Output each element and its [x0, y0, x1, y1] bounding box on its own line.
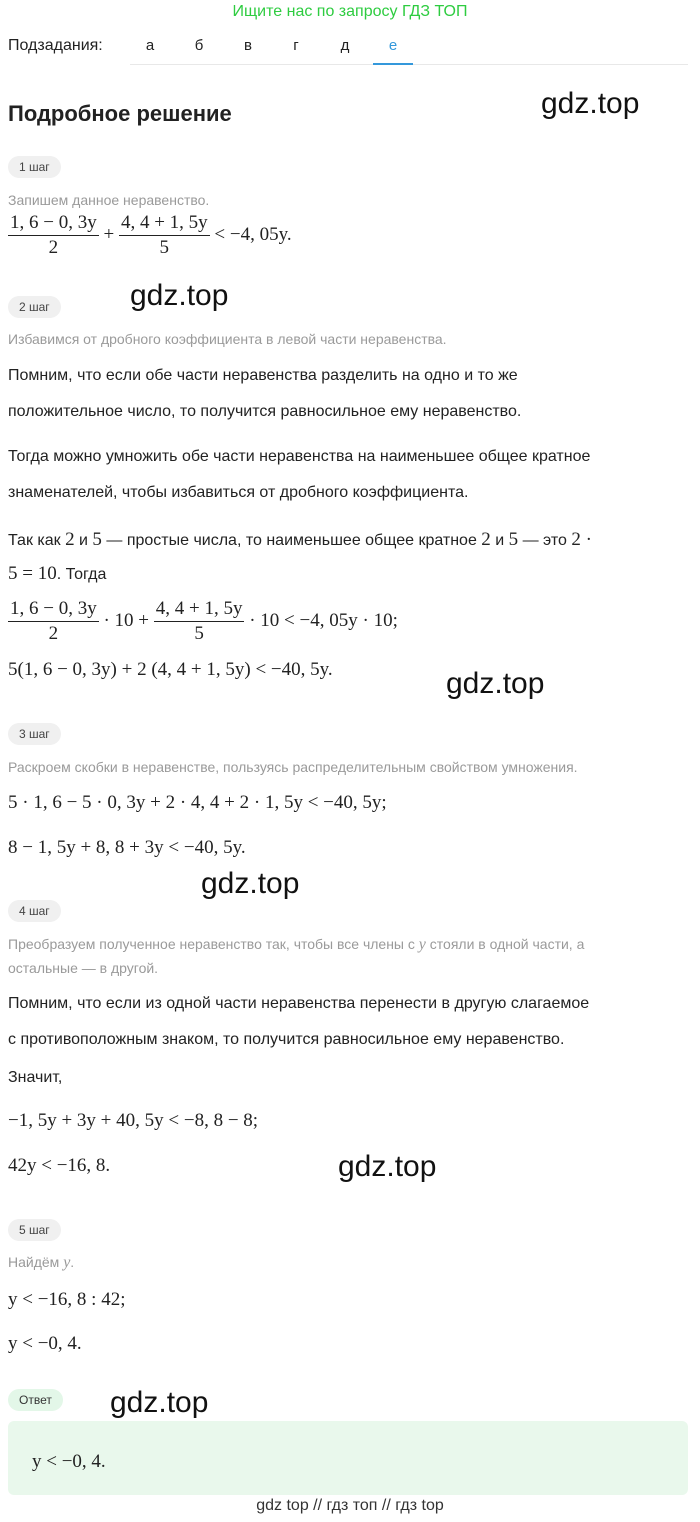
search-banner: Ищите нас по запросу ГДЗ ТОП: [232, 3, 468, 20]
footer-separator: //: [313, 1497, 323, 1514]
step-2-equation: 5(1, 6 − 0, 3y) + 2 (4, 4 + 1, 5y) < −40, 5y.: [8, 659, 333, 680]
step-2-text-line: знаменателей, чтобы избавиться от дробного коэффициента.: [8, 484, 469, 501]
step-5-equation: y < −0, 4.: [8, 1333, 82, 1354]
step-4-text-line: с противоположным знаком, то получится равносильное ему неравенство.: [8, 1031, 565, 1048]
watermark: gdz.top: [201, 867, 300, 900]
text-run: стояли в одной части, а: [425, 936, 585, 952]
step-3-badge: 3 шаг: [8, 723, 61, 745]
math-number: 2: [481, 529, 491, 550]
math-variable: y: [63, 1254, 71, 1271]
step-4-equation: −1, 5y + 3y + 40, 5y < −8, 8 − 8;: [8, 1110, 259, 1131]
text-run: и: [490, 532, 509, 549]
step-5-badge: 5 шаг: [8, 1219, 61, 1241]
step-3-equation: 8 − 1, 5y + 8, 8 + 3y < −40, 5y.: [8, 837, 246, 858]
fraction-denominator: 2: [48, 237, 59, 258]
step-4-hint: [8, 936, 584, 954]
tab-b[interactable]: б: [194, 37, 204, 54]
equation-rhs: < −4, 05y.: [214, 223, 292, 245]
fraction-denominator: 5: [159, 237, 170, 258]
step-2-text-line: положительное число, то получится равносильное ему неравенство.: [8, 403, 522, 420]
tab-d[interactable]: д: [340, 37, 350, 54]
tab-a[interactable]: а: [145, 37, 155, 54]
watermark: gdz.top: [110, 1386, 209, 1419]
subtasks-label: Подзадания:: [8, 37, 103, 54]
text-run: Так как: [8, 532, 66, 549]
active-tab-indicator: [373, 63, 413, 65]
step-4-badge: 4 шаг: [8, 900, 61, 922]
footer-link-gdz-top-mixed[interactable]: гдз top: [395, 1497, 444, 1514]
text-run: и: [74, 532, 93, 549]
text-run: . Тогда: [56, 566, 107, 583]
fraction-denominator: 2: [48, 623, 59, 644]
equation-rhs: · 10 < −4, 05y · 10;: [249, 609, 398, 631]
text-run: .: [70, 1254, 75, 1270]
footer-link-gdz-top-ru[interactable]: гдз топ: [326, 1497, 378, 1514]
text-run: Найдём: [8, 1254, 64, 1270]
step-2-hint: Избавимся от дробного коэффициента в левой части неравенства.: [8, 331, 447, 347]
step-2-text-line: [8, 529, 592, 551]
plus-sign: +: [103, 223, 115, 245]
section-title: Подробное решение: [8, 101, 232, 126]
answer-badge: Ответ: [8, 1389, 63, 1411]
math-number: 5: [508, 529, 519, 550]
step-1-equation: [8, 212, 292, 259]
fraction-denominator: 5: [194, 623, 204, 644]
fraction-numerator: 1, 6 − 0, 3y: [8, 212, 99, 236]
math-variable: y: [418, 936, 426, 953]
math-expression: 2 ·: [571, 529, 592, 550]
fraction-numerator: 4, 4 + 1, 5y: [154, 598, 245, 622]
footer-link-gdz-top[interactable]: gdz top: [256, 1497, 309, 1514]
watermark: gdz.top: [130, 279, 229, 312]
equation-middle: · 10 +: [103, 609, 150, 631]
text-run: — простые числа, то наименьшее общее кратное: [101, 532, 482, 549]
step-2-text-line: Тогда можно умножить обе части неравенства на наименьшее общее кратное: [8, 448, 591, 465]
math-number: 2: [65, 529, 75, 550]
answer-box: [8, 1421, 688, 1495]
math-number: 5: [92, 529, 102, 550]
step-3-equation: 5 · 1, 6 − 5 · 0, 3y + 2 · 4, 4 + 2 · 1, 5y < −40, 5y;: [8, 792, 387, 813]
watermark: gdz.top: [338, 1150, 437, 1183]
step-4-hint: остальные — в другой.: [8, 960, 159, 976]
step-1-badge: 1 шаг: [8, 156, 61, 178]
step-4-text-line: Значит,: [8, 1069, 63, 1086]
step-2-text-line: Помним, что если обе части неравенства разделить на одно и то же: [8, 367, 518, 384]
step-2-text-line: [8, 563, 106, 585]
tab-v[interactable]: в: [244, 37, 252, 54]
tab-g[interactable]: г: [293, 37, 299, 54]
step-5-hint: [8, 1254, 74, 1272]
footer-separator: //: [381, 1497, 391, 1514]
step-4-text-line: Помним, что если из одной части неравенства перенести в другую слагаемое: [8, 995, 590, 1012]
tab-e-active[interactable]: е: [388, 37, 398, 54]
fraction-numerator: 1, 6 − 0, 3y: [8, 598, 99, 622]
step-2-badge: 2 шаг: [8, 296, 61, 318]
step-2-equation: [8, 598, 398, 645]
watermark: gdz.top: [541, 87, 640, 120]
step-3-hint: Раскроем скобки в неравенстве, пользуясь распределительным свойством умножения.: [8, 759, 578, 775]
text-run: Преобразуем полученное неравенство так, чтобы все члены с: [8, 936, 419, 952]
answer-value: y < −0, 4.: [32, 1451, 106, 1472]
watermark: gdz.top: [446, 667, 545, 700]
step-1-hint: Запишем данное неравенство.: [8, 192, 210, 208]
fraction-numerator: 4, 4 + 1, 5y: [119, 212, 210, 236]
step-5-equation: y < −16, 8 : 42;: [8, 1289, 126, 1310]
text-run: — это: [518, 532, 572, 549]
footer-links: [0, 1497, 700, 1515]
step-4-equation: 42y < −16, 8.: [8, 1155, 111, 1176]
math-expression: 5 = 10: [8, 563, 57, 584]
